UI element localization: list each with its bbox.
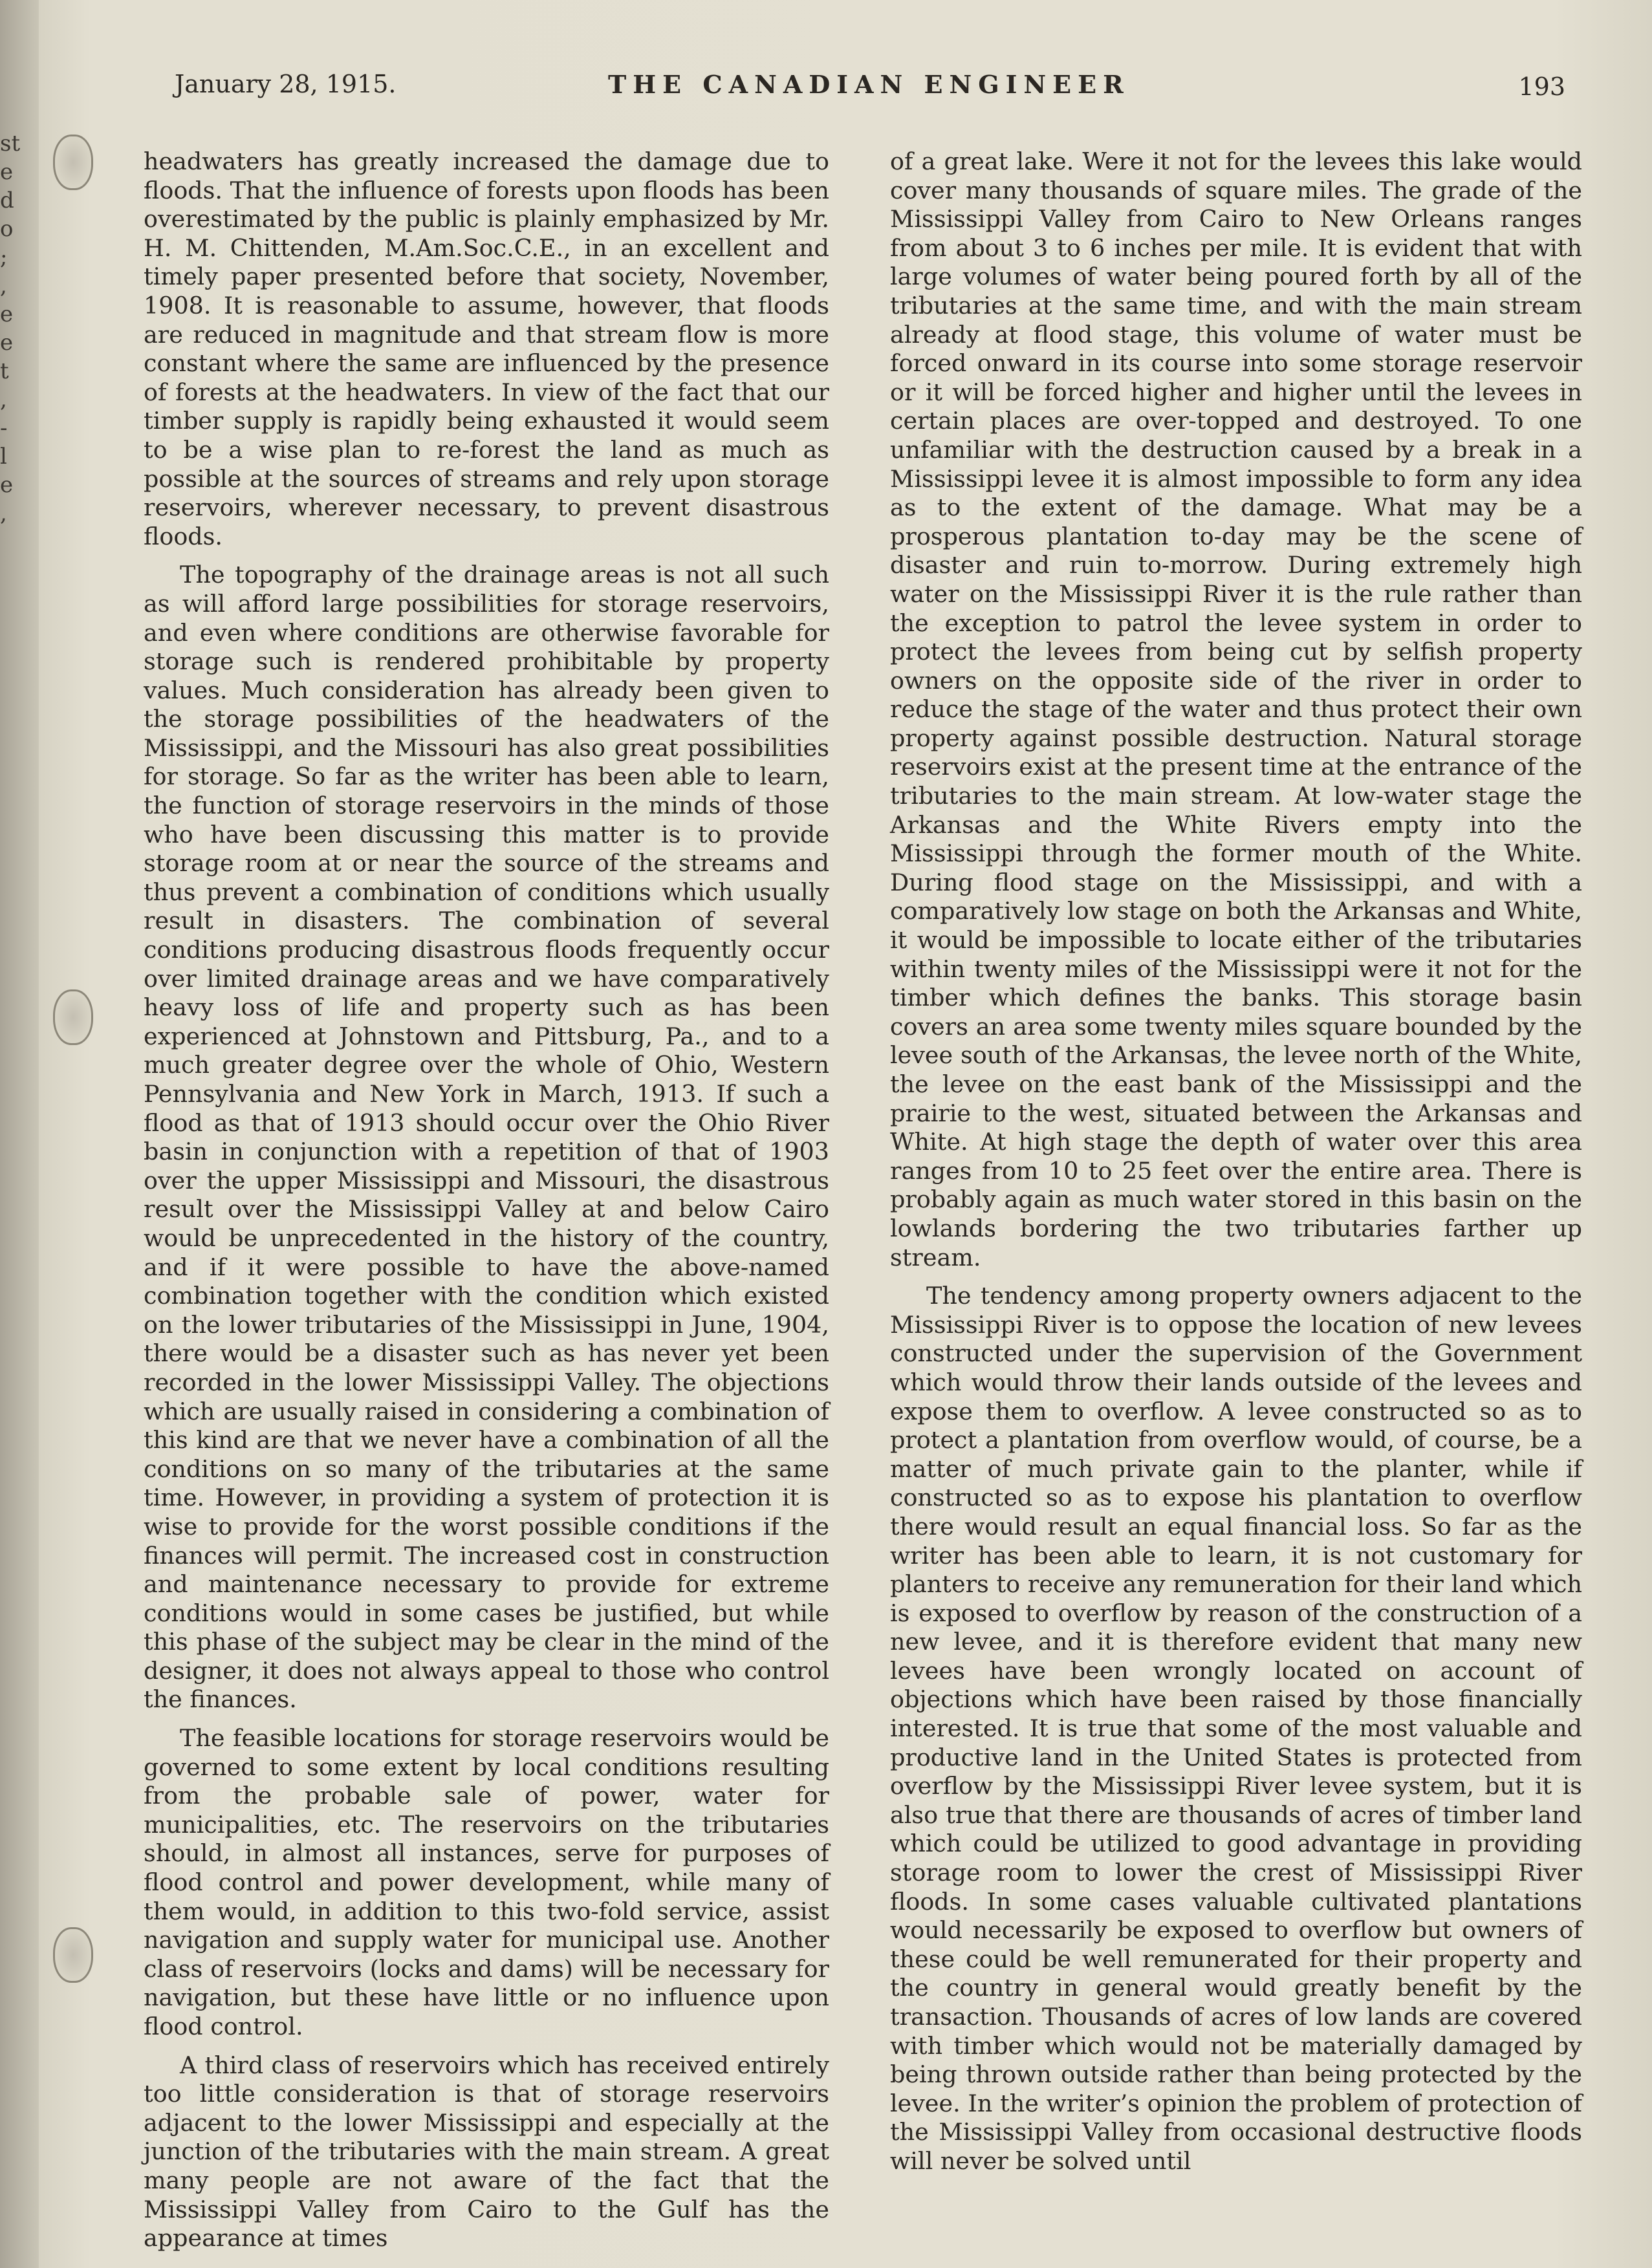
bleed-fragment: o — [0, 216, 14, 242]
bleed-fragment: , — [0, 273, 7, 299]
bleed-fragment: t — [0, 358, 9, 384]
bleed-fragment: e — [0, 301, 14, 327]
bleed-fragment: - — [0, 415, 8, 441]
bleed-fragment: e — [0, 159, 14, 185]
bleed-fragment: e — [0, 472, 14, 498]
binding-hole — [53, 135, 93, 190]
paragraph: The tendency among property owners adjacent to the Mississippi River is to oppose the location of new levees constructed under the supervision of the Government which would throw their lands outside of the levees and expose them to overflow. A levee constructed so as to protect a plantation from overflow would, of course, be a matter of much private gain to the planter, while if constructed so as to expose his plantation to overflow there would result an equal financial loss. So far as the writer has been able to learn, it is not customary for planters to receive any remuneration for their land which is exposed to overflow by reason of the construction of a new levee, and it is therefore evident that many new levees have been wrongly located on account of objections which have been raised by those financially interested. It is true that some of the most valuable and productive land in the United States is protected from overflow by the Mississippi River levee system, but it is also true that there are thousands of acres of timber land which could be utilized to good advantage in providing storage room to lower the crest of Mississippi River floods. In some cases valuable cultivated plantations would necessarily be exposed to overflow but owners of these could be well remunerated for their property and the country in general would greatly benefit by the transaction. Thousands of acres of low lands are covered with timber which would not be materially damaged by being thrown outside rather than being protected by the levee. In the writer’s opinion the problem of protection of the Mississippi Valley from occasional destructive floods will never be solved until — [890, 1282, 1582, 2175]
paragraph: A third class of reservoirs which has received entirely too little consideration is that of storage reservoirs adjacent to the lower Mississippi and especially at the junction of the tributaries with the main stream. A great many people are not aware of the fact that the Mississippi Valley from Cairo to the Gulf has the appearance at times — [144, 2051, 829, 2252]
bleed-fragment: st — [0, 131, 21, 157]
paragraph: The topography of the drainage areas is not all such as will afford large possibilities for storage reservoirs, and even where conditions are otherwise favorable for storage such is rendered prohibitable by property values. Much consideration has already been given to the storage possibilities of the headwaters of the Mississippi, and the Missouri has also great possibilities for storage. So far as the writer has been able to learn, the function of storage reservoirs in the minds of those who have been discussing this matter is to provide storage room at or near the source of the streams and thus prevent a combination of conditions which usually result in disasters. The combination of several conditions producing disastrous floods frequently occur over limited drainage areas and we have comparatively heavy loss of life and property such as has been experienced at Johnstown and Pittsburg, Pa., and to a much greater degree over the whole of Ohio, Western Pennsylvania and New York in March, 1913. If such a flood as that of 1913 should occur over the Ohio River basin in conjunction with a repetition of that of 1903 over the upper Mississippi and Missouri, the disastrous result over the Mississippi Valley at and below Cairo would be unprecedented in the history of the country, and if it were possible to have the above-named combination together with the condition which existed on the lower tributaries of the Mississippi in June, 1904, there would be a disaster such as has never yet been recorded in the lower Mississippi Valley. The objections which are usually raised in considering a combination of this kind are that we never have a combination of all the conditions on so many of the tributaries at the same time. However, in providing a system of protection it is wise to provide for the worst possible conditions if the finances will permit. The increased cost in construction and maintenance necessary to provide for extreme conditions would in some cases be justified, but while this phase of the subject may be clear in the mind of the designer, it does not always appeal to those who control the finances. — [144, 561, 829, 1714]
bleed-fragment: , — [0, 501, 7, 526]
binding-hole — [53, 989, 93, 1045]
bleed-fragment: d — [0, 188, 14, 213]
paragraph: of a great lake. Were it not for the levees this lake would cover many thousands of square miles. The grade of the Mississippi Valley from Cairo to New Orleans ranges from about 3 to 6 inches per mile. It is evident that with large volumes of water being poured forth by all of the tributaries at the same time, and with the main stream already at flood stage, this volume of water must be forced onward in its course into some storage reservoir or it will be forced higher and higher until the levees in certain places are over-topped and destroyed. To one unfamiliar with the destruction caused by a break in a Mississippi levee it is almost impossible to form any idea as to the extent of the damage. What may be a prosperous plantation to-day may be the scene of disaster and ruin to-morrow. During extremely high water on the Mississippi River it is the rule rather than the exception to patrol the levee system in order to protect the levees from being cut by selfish property owners on the opposite side of the river in order to reduce the stage of the water and thus protect their own property against possible destruction. Natural storage reservoirs exist at the present time at the entrance of the tributaries to the main stream. At low-water stage the Arkansas and the White Rivers empty into the Mississippi through the former mouth of the White. During flood stage on the Mississippi, and with a comparatively low stage on both the Arkansas and White, it would be impossible to locate either of the tributaries within twenty miles of the Mississippi were it not for the timber which defines the banks. This storage basin covers an area some twenty miles square bounded by the levee south of the Arkansas, the levee north of the White, the levee on the east bank of the Mississippi and the prairie to the west, situated between the Arkansas and White. At high stage the depth of water over this area ranges from 10 to 25 feet over the entire area. There is probably again as much water stored in this basin on the lowlands bordering the two tributaries farther up stream. — [890, 147, 1582, 1271]
page-number: 193 — [1518, 72, 1565, 101]
binding-hole — [53, 1927, 93, 1983]
issue-date: January 28, 1915. — [175, 70, 397, 98]
bleed-fragment: ; — [0, 244, 8, 270]
paragraph: headwaters has greatly increased the damage due to floods. That the influence of forests upon floods has been overestimated by the public is plainly emphasized by Mr. H. M. Chittenden, M.Am.Soc.C.E., in an excellent and timely paper presented before that society, November, 1908. It is reasonable to assume, however, that floods are reduced in magnitude and that stream flow is more constant where the same are influenced by the presence of forests at the headwaters. In view of the fact that our timber supply is rapidly being exhausted it would seem to be a wise plan to re-forest the land as much as possible at the sources of streams and rely upon storage reservoirs, wherever necessary, to prevent disastrous floods. — [144, 147, 829, 550]
bleed-fragment: l — [0, 444, 7, 470]
left-column — [144, 147, 829, 2263]
journal-title: THE CANADIAN ENGINEER — [608, 70, 1130, 99]
bleed-fragment: , — [0, 387, 7, 413]
paragraph: The feasible locations for storage reservoirs would be governed to some extent by local conditions resulting from the probable sale of power, water for municipalities, etc. The reservoirs on the tributaries should, in almost all instances, serve for purposes of flood control and power development, while many of them would, in addition to this two-fold service, assist navigation and supply water for municipal use. Another class of reservoirs (locks and dams) will be necessary for navigation, but these have little or no influence upon flood control. — [144, 1724, 829, 2040]
running-header — [175, 65, 1565, 110]
left-margin-bleed — [0, 129, 26, 528]
bleed-fragment: e — [0, 330, 14, 356]
right-column — [890, 147, 1582, 2186]
